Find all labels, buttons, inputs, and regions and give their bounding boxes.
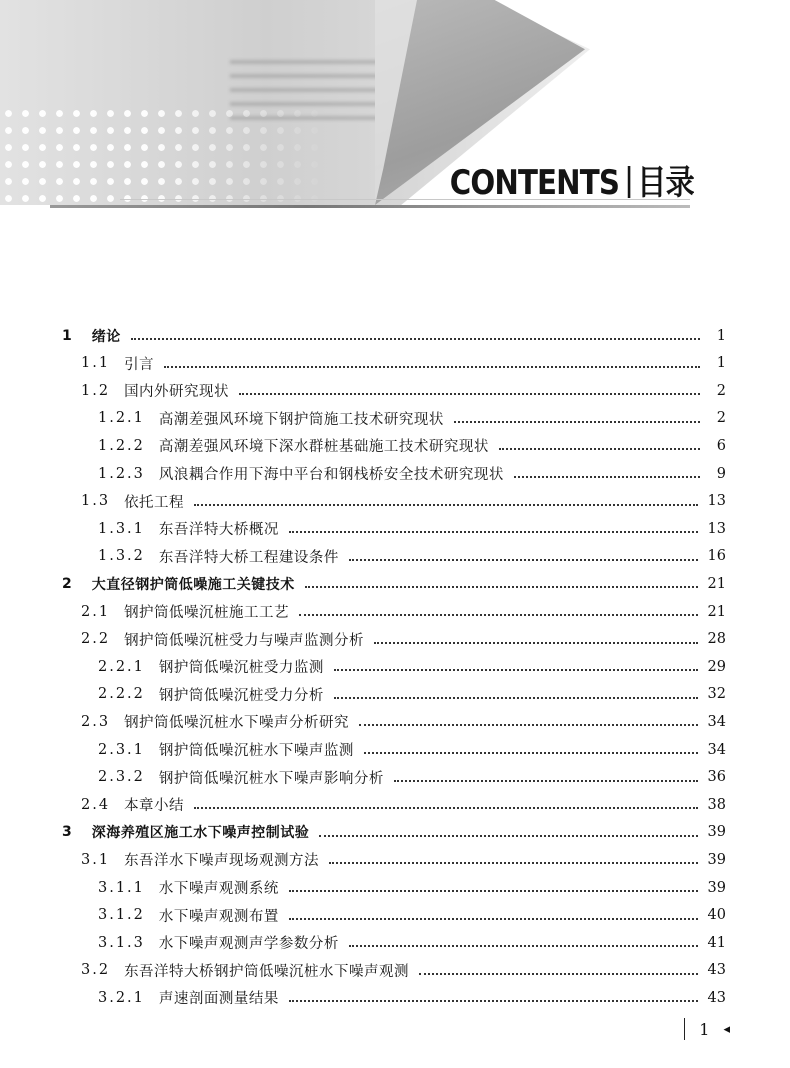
toc-leader-dots xyxy=(329,861,697,864)
title-separator xyxy=(628,166,631,198)
toc-leader-dots xyxy=(289,917,698,920)
toc-leader-dots xyxy=(334,696,698,699)
toc-entry-number: 3 xyxy=(62,824,72,841)
page-footer xyxy=(684,1018,730,1040)
toc-entry-page: 39 xyxy=(707,879,726,896)
toc-entry[interactable] xyxy=(81,846,726,873)
toc-entry-page: 40 xyxy=(707,907,726,924)
toc-entry[interactable] xyxy=(98,902,726,929)
header-dot-pattern xyxy=(0,105,330,205)
toc-entry-number: 1.2.1 xyxy=(98,410,145,427)
toc-entry-number: 1.3.1 xyxy=(98,520,145,537)
toc-entry-page: 1 xyxy=(716,327,726,344)
toc-entry[interactable] xyxy=(62,570,726,597)
toc-leader-dots xyxy=(194,806,697,809)
footer-page-number: 1 xyxy=(699,1019,710,1039)
toc-entry-title: 钢护筒低噪沉桩受力分析 xyxy=(158,687,324,704)
toc-entry-page: 32 xyxy=(707,686,726,703)
toc-leader-dots xyxy=(239,392,700,395)
toc-entry-page: 38 xyxy=(707,796,726,813)
toc-entry-page: 21 xyxy=(707,603,726,620)
toc-leader-dots xyxy=(131,337,700,340)
contents-title-en: CONTENTS xyxy=(449,163,620,203)
toc-leader-dots xyxy=(374,641,697,644)
toc-entry[interactable] xyxy=(81,957,726,984)
toc-entry-title: 本章小结 xyxy=(124,798,185,815)
toc-entry-title: 国内外研究现状 xyxy=(124,384,230,401)
toc-entry-number: 2.3 xyxy=(81,713,111,730)
toc-entry-page: 39 xyxy=(707,851,726,868)
toc-entry-title: 引言 xyxy=(124,356,155,373)
toc-entry-number: 3.2.1 xyxy=(98,989,145,1006)
toc-entry[interactable] xyxy=(81,377,726,404)
toc-entry-number: 1.2.3 xyxy=(98,465,145,482)
toc-entry-title: 水下噪声观测布置 xyxy=(158,908,279,925)
toc-entry[interactable] xyxy=(81,598,726,625)
toc-entry[interactable] xyxy=(98,929,726,956)
toc-entry[interactable] xyxy=(98,874,726,901)
toc-entry[interactable] xyxy=(81,708,726,735)
toc-entry-page: 43 xyxy=(707,962,726,979)
toc-entry-page: 34 xyxy=(707,713,726,730)
toc-entry[interactable] xyxy=(98,653,726,680)
toc-entry-number: 1.2 xyxy=(81,382,111,399)
toc-entry-number: 1.2.2 xyxy=(98,437,145,454)
toc-leader-dots xyxy=(394,779,698,782)
toc-entry-page: 13 xyxy=(707,520,726,537)
toc-entry-number: 2.2.1 xyxy=(98,658,145,675)
toc-entry-title: 深海养殖区施工水下噪声控制试验 xyxy=(91,825,310,842)
toc-entry-title: 东吾洋特大桥钢护筒低噪沉桩水下噪声观测 xyxy=(124,963,410,980)
toc-leader-dots xyxy=(349,944,698,947)
toc-entry[interactable] xyxy=(98,984,726,1011)
toc-entry[interactable] xyxy=(81,791,726,818)
toc-leader-dots xyxy=(349,558,698,561)
toc-entry-page: 29 xyxy=(707,658,726,675)
toc-entry[interactable] xyxy=(98,515,726,542)
toc-entry-title: 绪论 xyxy=(91,328,121,345)
toc-entry-page: 43 xyxy=(707,989,726,1006)
toc-entry[interactable] xyxy=(98,543,726,570)
toc-leader-dots xyxy=(289,530,698,533)
toc-entry-number: 2.2.2 xyxy=(98,686,145,703)
toc-entry-number: 2.2 xyxy=(81,631,111,648)
toc-entry-number: 2.1 xyxy=(81,603,111,620)
toc-leader-dots xyxy=(319,834,697,837)
toc-entry-page: 2 xyxy=(716,410,726,427)
toc-entry[interactable] xyxy=(98,736,726,763)
toc-entry-title: 钢护筒低噪沉桩水下噪声分析研究 xyxy=(124,715,350,732)
toc-entry-number: 3.1.1 xyxy=(98,879,145,896)
toc-leader-dots xyxy=(419,972,697,975)
toc-entry[interactable] xyxy=(62,819,726,846)
toc-leader-dots xyxy=(305,585,698,588)
toc-leader-dots xyxy=(289,999,698,1002)
page-header xyxy=(0,0,790,215)
contents-title xyxy=(450,155,694,204)
toc-leader-dots xyxy=(499,447,700,450)
toc-entry-number: 3.1.3 xyxy=(98,934,145,951)
toc-entry-number: 2.4 xyxy=(81,796,111,813)
toc-entry[interactable] xyxy=(98,681,726,708)
toc-entry-page: 21 xyxy=(707,575,726,592)
toc-entry-page: 13 xyxy=(707,493,726,510)
toc-entry-title: 风浪耦合作用下海中平台和钢栈桥安全技术研究现状 xyxy=(158,467,504,483)
toc-entry-title: 高潮差强风环境下深水群桩基础施工技术研究现状 xyxy=(158,439,489,456)
toc-entry-title: 东吾洋特大桥工程建设条件 xyxy=(158,549,339,566)
toc-leader-dots xyxy=(514,475,700,478)
toc-leader-dots xyxy=(194,503,697,506)
toc-leader-dots xyxy=(364,751,698,754)
toc-entry-page: 16 xyxy=(707,548,726,565)
toc-entry-number: 1.3 xyxy=(81,493,111,510)
toc-entry[interactable] xyxy=(98,432,726,459)
toc-entry-number: 2 xyxy=(62,575,72,592)
toc-entry-title: 钢护筒低噪沉桩水下噪声影响分析 xyxy=(158,770,384,787)
toc-entry-title: 依托工程 xyxy=(124,494,185,511)
toc-entry[interactable] xyxy=(62,322,726,349)
toc-leader-dots xyxy=(454,420,700,423)
toc-entry-title: 钢护筒低噪沉桩受力与噪声监测分析 xyxy=(124,632,365,649)
toc-leader-dots xyxy=(289,889,698,892)
toc-entry-page: 41 xyxy=(707,934,726,951)
toc-entry[interactable] xyxy=(81,350,726,377)
toc-entry-title: 声速剖面测量结果 xyxy=(158,991,279,1008)
toc-entry-number: 2.3.1 xyxy=(98,741,145,758)
toc-entry-number: 3.1 xyxy=(81,851,111,868)
toc-leader-dots xyxy=(164,365,700,368)
toc-entry-title: 高潮差强风环境下钢护筒施工技术研究现状 xyxy=(158,411,444,428)
toc-leader-dots xyxy=(299,613,697,616)
toc-entry[interactable] xyxy=(81,488,726,515)
footer-separator xyxy=(684,1018,685,1040)
footer-arrow-icon: ◂ xyxy=(723,1021,730,1037)
toc-entry[interactable] xyxy=(81,626,726,653)
toc-entry-title: 钢护筒低噪沉桩受力监测 xyxy=(158,660,324,677)
toc-entry-page: 34 xyxy=(707,741,726,758)
toc-entry-page: 39 xyxy=(707,824,726,841)
toc-entry-page: 9 xyxy=(716,465,726,482)
toc-entry[interactable] xyxy=(98,460,726,487)
toc-entry-title: 大直径钢护筒低噪施工关键技术 xyxy=(91,576,295,593)
toc-entry-title: 东吾洋水下噪声现场观测方法 xyxy=(124,853,320,870)
toc-entry-number: 1 xyxy=(62,327,72,344)
toc-entry-page: 28 xyxy=(707,631,726,648)
contents-title-cn: 目录 xyxy=(637,163,694,203)
toc-entry[interactable] xyxy=(98,405,726,432)
toc-leader-dots xyxy=(359,723,697,726)
toc-entry-number: 1.3.2 xyxy=(98,548,145,565)
toc-entry-number: 3.2 xyxy=(81,962,111,979)
toc-entry-number: 1.1 xyxy=(81,355,111,372)
toc-entry-number: 3.1.2 xyxy=(98,907,145,924)
toc-entry-number: 2.3.2 xyxy=(98,769,145,786)
toc-entry-title: 水下噪声观测系统 xyxy=(158,881,279,897)
toc-entry-page: 1 xyxy=(716,355,726,372)
toc-entry-title: 钢护筒低噪沉桩施工工艺 xyxy=(124,605,290,621)
toc-entry-title: 东吾洋特大桥概况 xyxy=(158,522,279,539)
toc-entry-page: 2 xyxy=(716,382,726,399)
toc-entry-title: 水下噪声观测声学参数分析 xyxy=(158,936,339,953)
toc-leader-dots xyxy=(334,668,698,671)
toc-entry-page: 6 xyxy=(716,437,726,454)
toc-entry[interactable] xyxy=(98,764,726,791)
header-rule xyxy=(50,205,690,208)
toc-entry-page: 36 xyxy=(707,769,726,786)
toc-entry-title: 钢护筒低噪沉桩水下噪声监测 xyxy=(158,743,354,759)
